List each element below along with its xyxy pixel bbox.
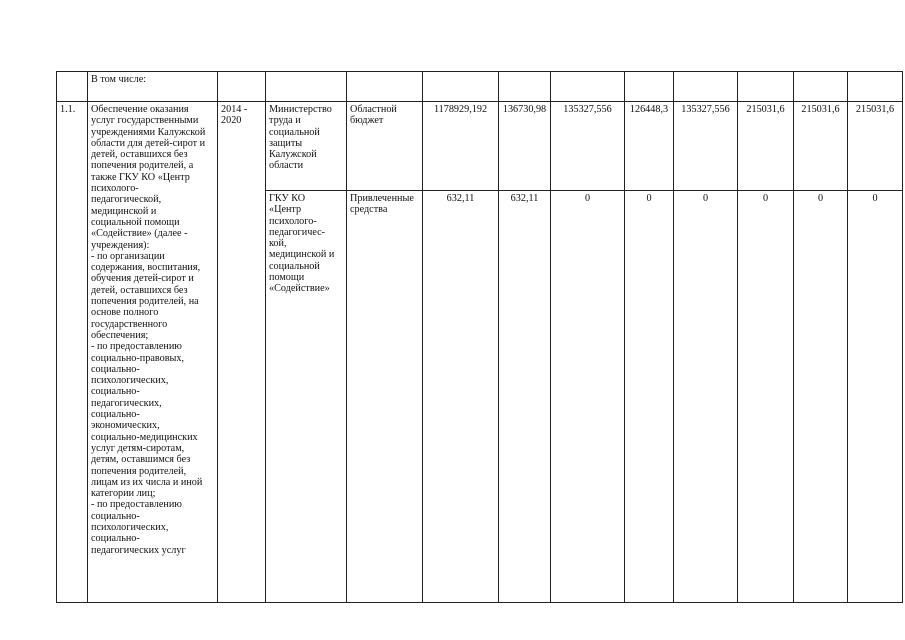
cell-value: 215031,6 — [738, 102, 794, 191]
cell-value: 0 — [794, 191, 848, 603]
table-row-regional-budget — [57, 102, 903, 191]
cell-empty — [499, 72, 551, 102]
cell-empty — [266, 72, 347, 102]
cell-executor: ГКУ КО «Центр психолого- педагогичес- кой, медицинской и социальной помощи «Содействие» — [266, 191, 347, 603]
cell-executor: Министерство труда и социальной защиты Калужской области — [266, 102, 347, 191]
cell-empty — [674, 72, 738, 102]
cell-including-label: В том числе: — [88, 72, 218, 102]
cell-empty — [794, 72, 848, 102]
cell-item-period: 2014 - 2020 — [218, 102, 266, 603]
cell-value: 0 — [848, 191, 903, 603]
cell-value: 135327,556 — [551, 102, 625, 191]
cell-empty — [218, 72, 266, 102]
cell-funding-source: Привлеченные средства — [347, 191, 423, 603]
cell-value: 126448,3 — [625, 102, 674, 191]
cell-value: 0 — [625, 191, 674, 603]
budget-table — [56, 71, 903, 603]
cell-funding-source: Областной бюджет — [347, 102, 423, 191]
cell-value: 215031,6 — [794, 102, 848, 191]
cell-value-total: 1178929,192 — [423, 102, 499, 191]
cell-item-number: 1.1. — [57, 102, 88, 603]
cell-empty — [347, 72, 423, 102]
cell-value: 215031,6 — [848, 102, 903, 191]
table-row-header — [57, 72, 903, 102]
cell-item-description: Обеспечение оказания услуг государственными учреждениями Калужской области для детей-сирот и детей, оставшихся без попечения родителей, а также ГКУ КО «Центр психолого- педагогической, медицинской и социальной помощи «Содействие» (далее - учреждения): - по организации содержания, воспитания, обучения детей-сирот и детей, оставшихся без попечения родителей, на основе полного государственного обеспечения; - по предоставлению социально-правовых, социально- психологических, социально- педагогических, социально- экономических, социально-медицинских услуг детям-сиротам, детям, оставшимся без попечения родителей, лицам из их числа и иной категории лиц; - по предоставлению социально- психологических, социально- педагогических услуг — [88, 102, 218, 603]
cell-empty — [848, 72, 903, 102]
cell-value: 632,11 — [499, 191, 551, 603]
cell-empty-number — [57, 72, 88, 102]
cell-value: 0 — [674, 191, 738, 603]
cell-empty — [625, 72, 674, 102]
cell-value: 0 — [551, 191, 625, 603]
cell-value-total: 632,11 — [423, 191, 499, 603]
cell-value: 135327,556 — [674, 102, 738, 191]
cell-empty — [551, 72, 625, 102]
cell-empty — [423, 72, 499, 102]
cell-value: 136730,98 — [499, 102, 551, 191]
cell-value: 0 — [738, 191, 794, 603]
cell-empty — [738, 72, 794, 102]
